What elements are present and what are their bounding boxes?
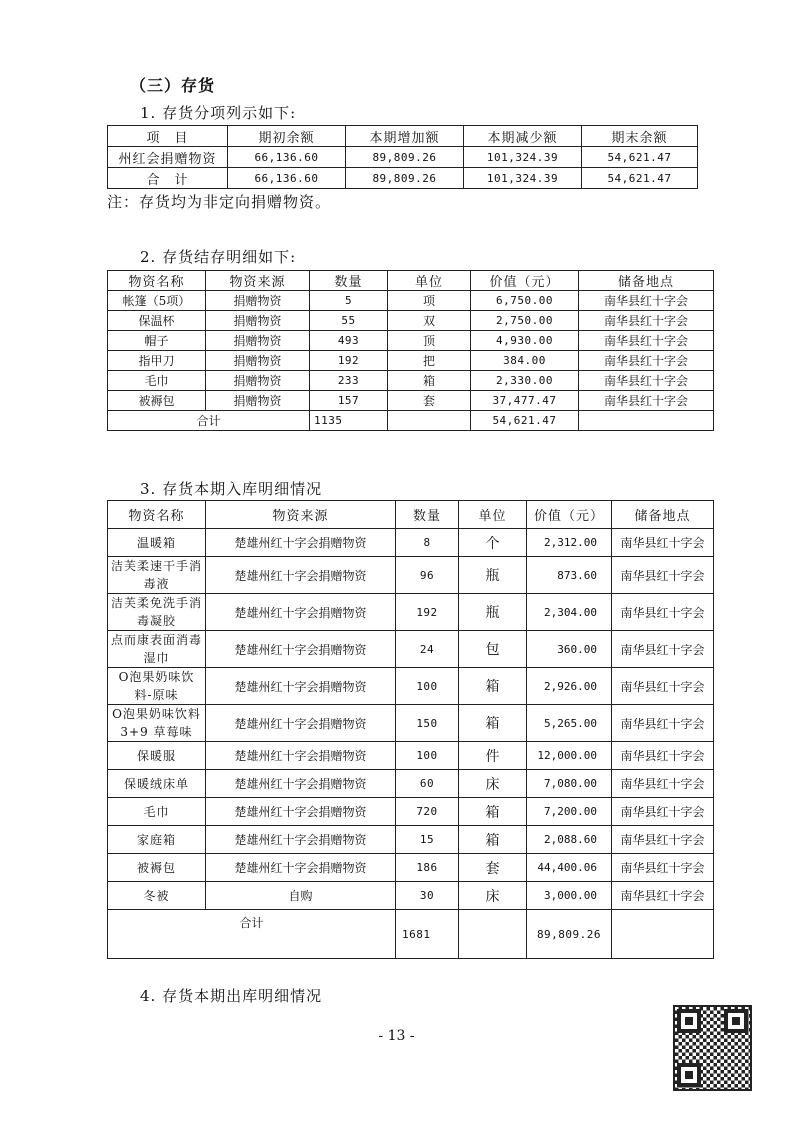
table-cell: 家庭箱	[108, 826, 206, 854]
table-cell: 个	[459, 529, 527, 557]
section2-title: 2. 存货结存明细如下:	[140, 248, 297, 266]
table-cell: 楚雄州红十字会捐赠物资	[206, 826, 396, 854]
section3-title: 3. 存货本期入库明细情况	[140, 480, 323, 498]
table-cell: 2,926.00	[527, 668, 612, 705]
table-cell: 89,809.26	[346, 147, 464, 168]
total-value: 54,621.47	[471, 411, 579, 431]
table-cell: 南华县红十字会	[612, 770, 714, 798]
table-row	[108, 147, 698, 168]
table-cell: 南华县红十字会	[579, 371, 714, 391]
table-cell	[388, 411, 471, 431]
table-cell: 床	[459, 770, 527, 798]
table-row	[108, 529, 714, 557]
table-cell: 楚雄州红十字会捐赠物资	[206, 854, 396, 882]
column-header: 储备地点	[579, 271, 714, 291]
table-cell: 192	[396, 594, 459, 631]
table-cell: 101,324.39	[464, 168, 582, 189]
table-row	[108, 391, 714, 411]
total-quantity: 1135	[310, 411, 388, 431]
table-cell: 箱	[459, 826, 527, 854]
table-cell: 包	[459, 631, 527, 668]
table-cell: 2,750.00	[471, 311, 579, 331]
table-row	[108, 331, 714, 351]
table-cell: 楚雄州红十字会捐赠物资	[206, 557, 396, 594]
table-cell: 2,088.60	[527, 826, 612, 854]
table-cell: 南华县红十字会	[612, 557, 714, 594]
column-header: 本期增加额	[346, 126, 464, 147]
table-cell: 捐赠物资	[206, 311, 310, 331]
column-header: 物资来源	[206, 501, 396, 529]
table-cell: 楚雄州红十字会捐赠物资	[206, 798, 396, 826]
table-cell: 洁芙柔速干手消毒液	[108, 557, 206, 594]
table-cell: 5	[310, 291, 388, 311]
table-cell: 南华县红十字会	[612, 631, 714, 668]
table-cell: O泡果奶味饮料-原味	[108, 668, 206, 705]
table-cell: 楚雄州红十字会捐赠物资	[206, 529, 396, 557]
table-cell: 南华县红十字会	[579, 351, 714, 371]
table-cell: 66,136.60	[228, 147, 346, 168]
table-cell: 项	[388, 291, 471, 311]
column-header: 价值（元）	[527, 501, 612, 529]
total-value: 89,809.26	[527, 910, 612, 959]
table-cell: 帽子	[108, 331, 206, 351]
qr-finder-mark	[677, 1063, 701, 1087]
table-cell: 捐赠物资	[206, 291, 310, 311]
table-cell: 54,621.47	[582, 147, 698, 168]
table-total-row	[108, 411, 714, 431]
table-cell: 洁芙柔免洗手消毒凝胶	[108, 594, 206, 631]
inventory-balance-table	[107, 270, 714, 431]
table-cell: 箱	[459, 668, 527, 705]
table-cell: 100	[396, 668, 459, 705]
table-cell: 把	[388, 351, 471, 371]
table-cell: 7,080.00	[527, 770, 612, 798]
column-header: 项 目	[108, 126, 228, 147]
table-cell: 2,312.00	[527, 529, 612, 557]
table-cell: 30	[396, 882, 459, 910]
column-header: 数量	[396, 501, 459, 529]
table-cell: 101,324.39	[464, 147, 582, 168]
table-cell: 楚雄州红十字会捐赠物资	[206, 742, 396, 770]
table-cell: 873.60	[527, 557, 612, 594]
table-cell: 南华县红十字会	[612, 705, 714, 742]
column-header: 期末余额	[582, 126, 698, 147]
table-cell: 南华县红十字会	[612, 854, 714, 882]
table-cell: 顶	[388, 331, 471, 351]
table-cell: 捐赠物资	[206, 391, 310, 411]
table-cell: 12,000.00	[527, 742, 612, 770]
column-header: 物资名称	[108, 501, 206, 529]
table-cell: 157	[310, 391, 388, 411]
table-cell: O泡果奶味饮料 3+9 草莓味	[108, 705, 206, 742]
qr-code-icon	[673, 1005, 752, 1091]
inventory-inbound-table	[107, 500, 714, 959]
column-header: 物资名称	[108, 271, 206, 291]
table-cell: 捐赠物资	[206, 371, 310, 391]
table-cell: 楚雄州红十字会捐赠物资	[206, 705, 396, 742]
table-cell: 南华县红十字会	[579, 291, 714, 311]
table-cell: 南华县红十字会	[612, 742, 714, 770]
table-cell: 箱	[388, 371, 471, 391]
table-row	[108, 742, 714, 770]
total-quantity: 1681	[396, 910, 459, 959]
column-header: 物资来源	[206, 271, 310, 291]
table-cell: 南华县红十字会	[612, 826, 714, 854]
table-cell: 毛巾	[108, 798, 206, 826]
table-cell: 2,304.00	[527, 594, 612, 631]
qr-finder-mark	[724, 1009, 748, 1033]
table-cell: 南华县红十字会	[612, 594, 714, 631]
table-cell: 被褥包	[108, 854, 206, 882]
column-header: 期初余额	[228, 126, 346, 147]
table-cell: 37,477.47	[471, 391, 579, 411]
page-number: - 13 -	[378, 1028, 415, 1044]
table-cell: 冬被	[108, 882, 206, 910]
table-cell: 州红会捐赠物资	[108, 147, 228, 168]
table-cell: 毛巾	[108, 371, 206, 391]
table-cell: 54,621.47	[582, 168, 698, 189]
total-label: 合计	[108, 411, 310, 431]
table-cell: 4,930.00	[471, 331, 579, 351]
table-cell: 5,265.00	[527, 705, 612, 742]
table-row	[108, 770, 714, 798]
section1-title: 1. 存货分项列示如下:	[140, 104, 297, 122]
total-label: 合计	[108, 910, 396, 959]
table-total-row	[108, 910, 714, 959]
qr-finder-mark	[677, 1009, 701, 1033]
table-cell: 保温杯	[108, 311, 206, 331]
table-cell: 合 计	[108, 168, 228, 189]
table-cell: 楚雄州红十字会捐赠物资	[206, 770, 396, 798]
table-cell: 360.00	[527, 631, 612, 668]
table-cell: 帐篷（5项）	[108, 291, 206, 311]
table-cell: 493	[310, 331, 388, 351]
table-row	[108, 854, 714, 882]
table-cell: 150	[396, 705, 459, 742]
table-cell: 南华县红十字会	[612, 798, 714, 826]
table-cell: 箱	[459, 798, 527, 826]
table-cell: 楚雄州红十字会捐赠物资	[206, 668, 396, 705]
table-cell: 捐赠物资	[206, 331, 310, 351]
table-header-row	[108, 501, 714, 529]
table-cell: 瓶	[459, 594, 527, 631]
table-cell: 自购	[206, 882, 396, 910]
table-cell: 套	[388, 391, 471, 411]
table-cell: 186	[396, 854, 459, 882]
table-cell: 南华县红十字会	[579, 391, 714, 411]
table-cell	[459, 910, 527, 959]
table-cell: 6,750.00	[471, 291, 579, 311]
table-cell: 192	[310, 351, 388, 371]
table-row	[108, 705, 714, 742]
table-cell: 南华县红十字会	[579, 311, 714, 331]
table-cell: 箱	[459, 705, 527, 742]
table-cell: 楚雄州红十字会捐赠物资	[206, 631, 396, 668]
table-cell: 66,136.60	[228, 168, 346, 189]
table-cell: 384.00	[471, 351, 579, 371]
table-cell: 89,809.26	[346, 168, 464, 189]
table-header-row	[108, 271, 714, 291]
column-header: 数量	[310, 271, 388, 291]
table-cell: 24	[396, 631, 459, 668]
table-row	[108, 798, 714, 826]
table-cell: 件	[459, 742, 527, 770]
column-header: 储备地点	[612, 501, 714, 529]
section-heading: （三）存货	[130, 76, 216, 95]
table-row	[108, 557, 714, 594]
table-row	[108, 594, 714, 631]
section4-title: 4. 存货本期出库明细情况	[140, 987, 323, 1005]
table-cell: 双	[388, 311, 471, 331]
table-row	[108, 826, 714, 854]
table-cell: 7,200.00	[527, 798, 612, 826]
table-cell	[612, 910, 714, 959]
table-cell: 被褥包	[108, 391, 206, 411]
table-cell: 保暖服	[108, 742, 206, 770]
table-row	[108, 631, 714, 668]
column-header: 单位	[459, 501, 527, 529]
table-row	[108, 311, 714, 331]
column-header: 单位	[388, 271, 471, 291]
table-cell: 床	[459, 882, 527, 910]
inventory-summary-table	[107, 125, 698, 189]
table-cell: 8	[396, 529, 459, 557]
table-cell: 南华县红十字会	[612, 882, 714, 910]
table-cell	[579, 411, 714, 431]
table-cell: 保暖绒床单	[108, 770, 206, 798]
table-cell: 96	[396, 557, 459, 594]
table-row	[108, 291, 714, 311]
column-header: 本期减少额	[464, 126, 582, 147]
table-cell: 南华县红十字会	[612, 529, 714, 557]
table-cell: 瓶	[459, 557, 527, 594]
table-cell: 楚雄州红十字会捐赠物资	[206, 594, 396, 631]
table-cell: 3,000.00	[527, 882, 612, 910]
table-row	[108, 371, 714, 391]
table-cell: 44,400.06	[527, 854, 612, 882]
table-cell: 南华县红十字会	[612, 668, 714, 705]
table-cell: 南华县红十字会	[579, 331, 714, 351]
column-header: 价值（元）	[471, 271, 579, 291]
table-cell: 捐赠物资	[206, 351, 310, 371]
table-cell: 720	[396, 798, 459, 826]
table-cell: 100	[396, 742, 459, 770]
table-header-row	[108, 126, 698, 147]
table-row	[108, 882, 714, 910]
table-cell: 2,330.00	[471, 371, 579, 391]
table-cell: 指甲刀	[108, 351, 206, 371]
table-cell: 15	[396, 826, 459, 854]
section1-note: 注：存货均为非定向捐赠物资。	[107, 193, 332, 211]
table-row	[108, 351, 714, 371]
table-cell: 温暖箱	[108, 529, 206, 557]
table-row	[108, 168, 698, 189]
table-cell: 55	[310, 311, 388, 331]
table-row	[108, 668, 714, 705]
table-cell: 点而康表面消毒湿巾	[108, 631, 206, 668]
table-cell: 套	[459, 854, 527, 882]
table-cell: 60	[396, 770, 459, 798]
table-cell: 233	[310, 371, 388, 391]
